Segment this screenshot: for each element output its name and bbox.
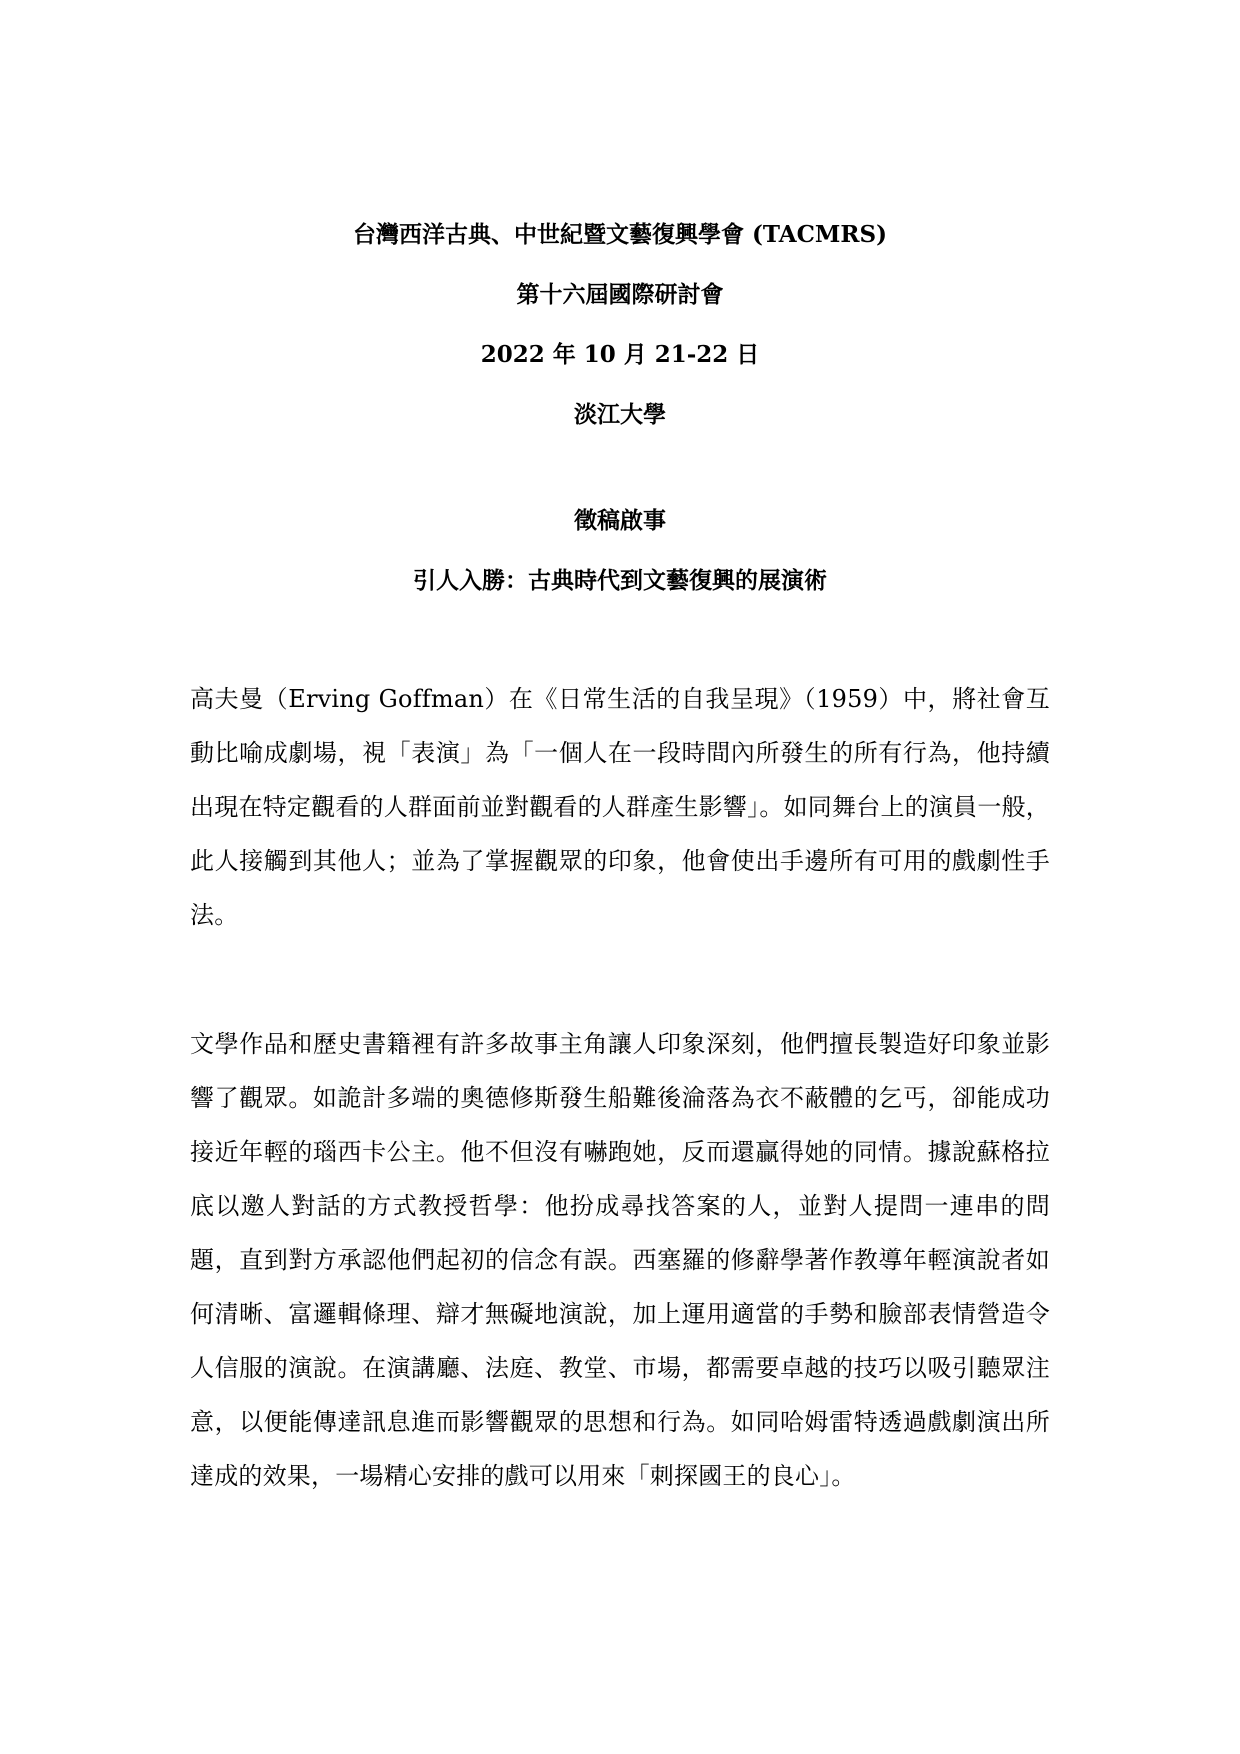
body-paragraph-2 bbox=[190, 1017, 1050, 1503]
conference-header bbox=[0, 220, 1240, 460]
conference-title: 第十六屆國際研討會 bbox=[516, 281, 724, 308]
paragraph-text: 文學作品和歷史書籍裡有許多故事主角讓人印象深刻，他們擅長製造好印象並影響了觀眾。如詭計多端的奧德修斯發生船難後淪落為衣不蔽體的乞丐，卻能成功接近年輕的瑙西卡公主。他不但沒有嚇跑她，反而還贏得她的同情。據說蘇格拉底以邀人對話的方式教授哲學：他扮成尋找答案的人，並對人提問一連串的問題，直到對方承認他們起初的信念有誤。西塞羅的修辭學著作教導年輕演說者如何清晰、富邏輯條理、辯才無礙地演說，加上運用適當的手勢和臉部表情營造令人信服的演說。在演講廳、法庭、教堂、市場，都需要卓越的技巧以吸引聽眾注意，以便能傳達訊息進而影響觀眾的思想和行為。如同哈姆雷特透過戲劇演出所達成的效果，一場精心安排的戲可以用來「刺探國王的良心」。 bbox=[190, 1030, 1050, 1490]
paragraph-text: 高夫曼（Erving Goffman）在《日常生活的自我呈現》（1959）中，將社會互動比喻成劇場，視「表演」為「一個人在一段時間內所發生的所有行為，他持續出現在特定觀看的人群面前並對觀看的人群產生影響」。如同舞台上的演員一般，此人接觸到其他人；並為了掌握觀眾的印象，他會使出手邊所有可用的戲劇性手法。 bbox=[190, 685, 1050, 929]
cfp-heading: 徵稿啟事 bbox=[574, 507, 666, 534]
cfp-theme: 引人入勝：古典時代到文藝復興的展演術 bbox=[413, 567, 827, 594]
conference-venue: 淡江大學 bbox=[574, 401, 666, 428]
body-paragraph-1 bbox=[190, 672, 1050, 942]
society-name: 台灣西洋古典、中世紀暨文藝復興學會 (TACMRS) bbox=[353, 221, 887, 248]
call-for-papers-header bbox=[0, 506, 1240, 626]
conference-date: 2022 年 10 月 21-22 日 bbox=[480, 341, 760, 368]
